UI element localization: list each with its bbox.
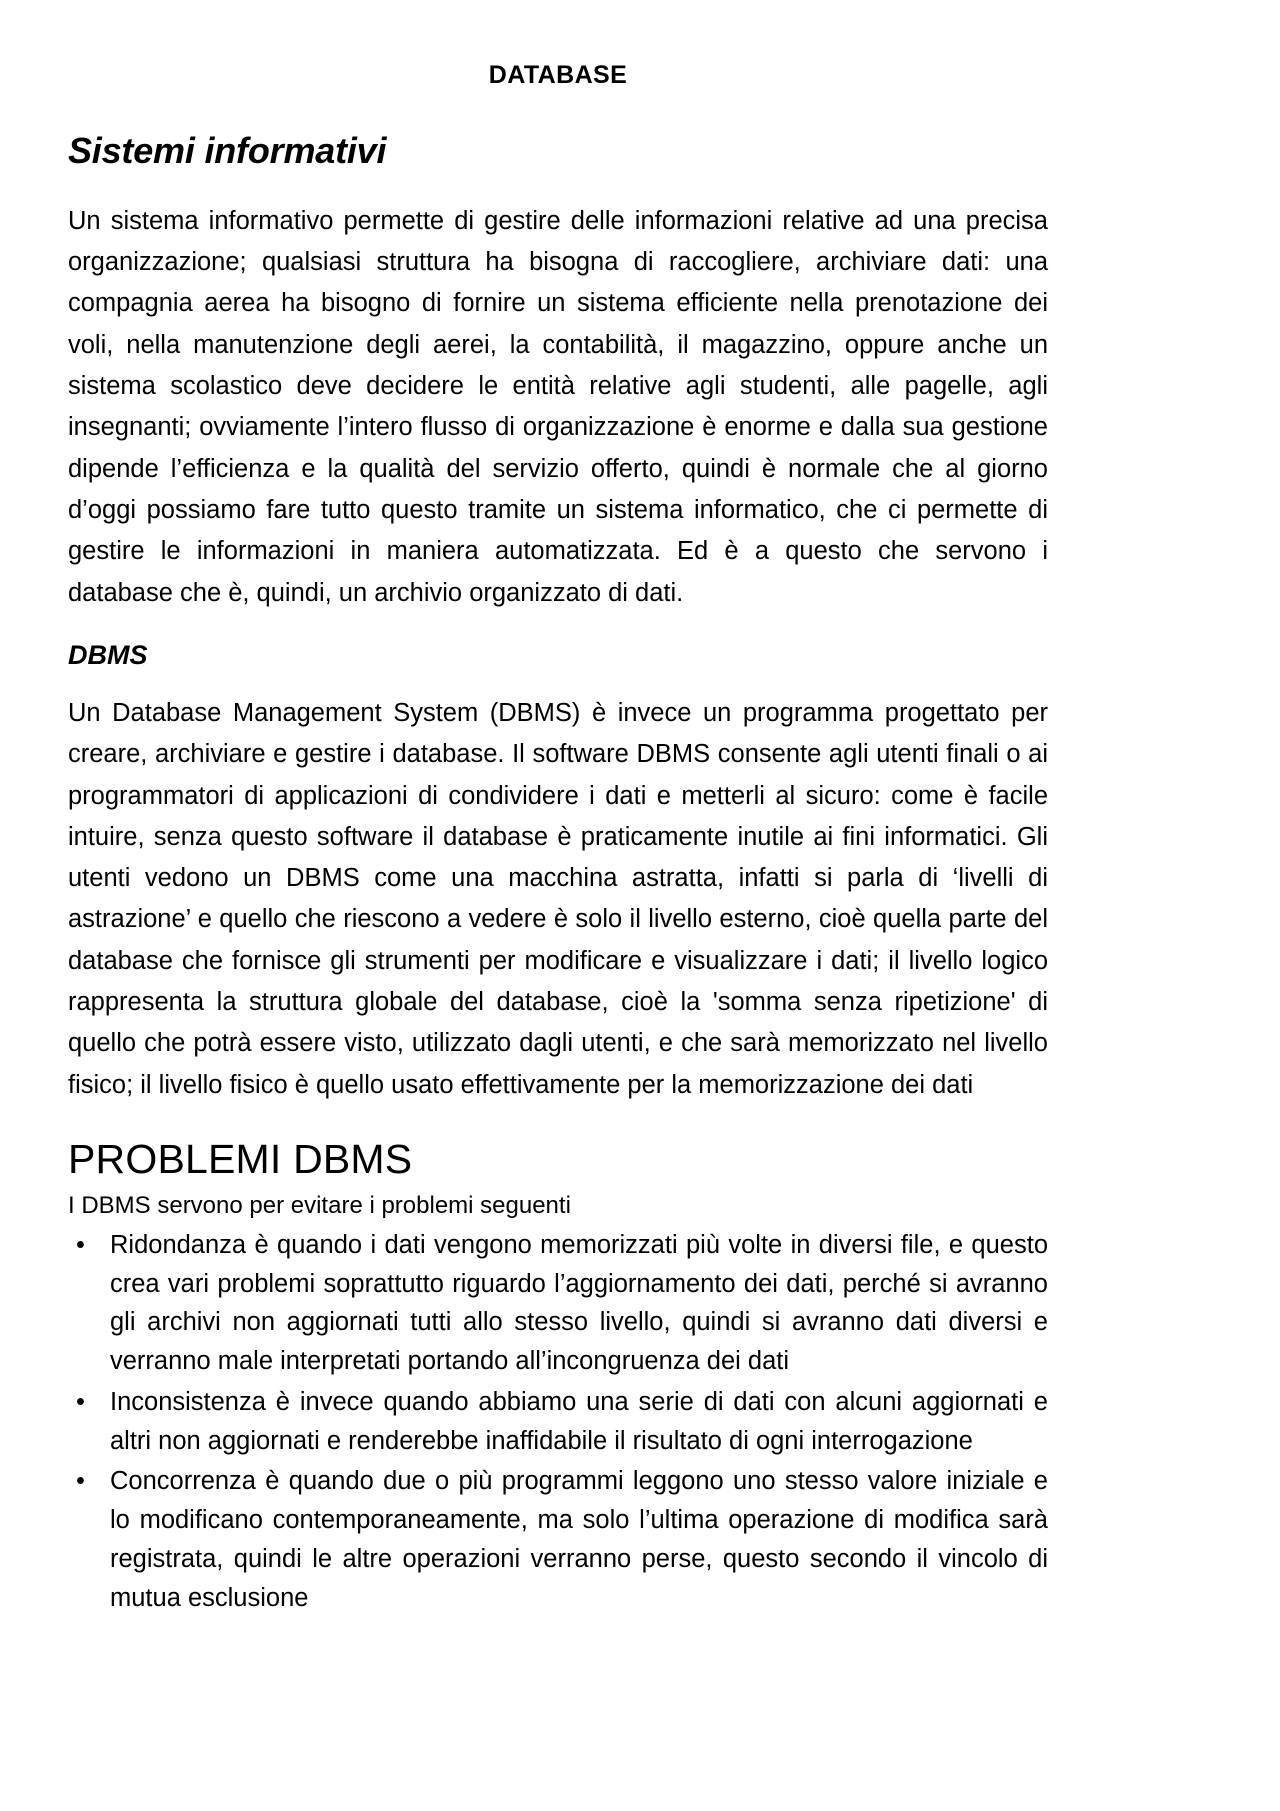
document-title: DATABASE: [488, 61, 628, 89]
section-heading-problemi-dbms: PROBLEMI DBMS: [68, 1135, 413, 1182]
list-item-text: Ridondanza è quando i dati vengono memorizzati più volte in diversi file, e questo crea vari problemi soprattutto riguardo l’aggiornamento dei dati, perché si avranno gli archivi non aggiornati tutti allo stesso livello, quindi si avranno dati diversi e verranno male interpretati portando all’incongruenza dei dati: [110, 1230, 1048, 1376]
paragraph-sistemi-informativi: Un sistema informativo permette di gestire delle informazioni relative ad una precisa organizzazione; qualsiasi struttura ha bisogna di raccogliere, archiviare dati: una compagnia aerea ha bisogno di fornire un sistema efficiente nella prenotazione dei voli, nella manutenzione degli aerei, la contabilità, il magazzino, oppure anche un sistema scolastico deve decidere le entità relative agli studenti, alle pagelle, agli insegnanti; ovviamente l’intero flusso di organizzazione è enorme e dalla sua gestione dipende l’efficienza e la qualità del servizio offerto, quindi è normale che al giorno d’oggi possiamo fare tutto questo tramite un sistema informatico, che ci permette di gestire le informazioni in maniera automatizzata. Ed è a questo che servono i database che è, quindi, un archivio organizzato di dati.: [68, 206, 1048, 607]
paragraph-dbms: Un Database Management System (DBMS) è invece un programma progettato per creare, archiviare e gestire i database. Il software DBMS consente agli utenti finali o ai programmatori di applicazioni di condividere i dati e metterli al sicuro: come è facile intuire, senza questo software il database è praticamente inutile ai fini informatici. Gli utenti vedono un DBMS come una macchina astratta, infatti si parla di ‘livelli di astrazione’ e quello che riescono a vedere è solo il livello esterno, cioè quella parte del database che fornisce gli strumenti per modificare e visualizzare i dati; il livello logico rappresenta la struttura globale del database, cioè la 'somma senza ripetizione' di quello che potrà essere visto, utilizzato dagli utenti, e che sarà memorizzato nel livello fisico; il livello fisico è quello usato effettivamente per la memorizzazione dei dati: [68, 698, 1048, 1099]
bullet-icon: •: [76, 1230, 85, 1259]
list-item-text: Inconsistenza è invece quando abbiamo una serie di dati con alcuni aggiornati e altri non aggiornati e renderebbe inaffidabile il risultato di ogni interrogazione: [110, 1387, 1048, 1455]
problems-intro-text: I DBMS servono per evitare i problemi seguenti: [68, 1192, 571, 1220]
list-item: [68, 1462, 1048, 1617]
list-item-text: Concorrenza è quando due o più programmi leggono uno stesso valore iniziale e lo modificano contemporaneamente, ma solo l’ultima operazione di modifica sarà registrata, quindi le altre operazioni verranno perse, questo secondo il vincolo di mutua esclusione: [110, 1467, 1048, 1612]
list-item: [68, 1383, 1048, 1461]
list-item: [68, 1226, 1048, 1381]
problems-bullet-list: [68, 1226, 1048, 1618]
bullet-icon: •: [76, 1467, 85, 1496]
section-heading-dbms: DBMS: [68, 639, 148, 670]
section-heading-sistemi-informativi: Sistemi informativi: [68, 129, 387, 171]
bullet-icon: •: [76, 1387, 85, 1416]
